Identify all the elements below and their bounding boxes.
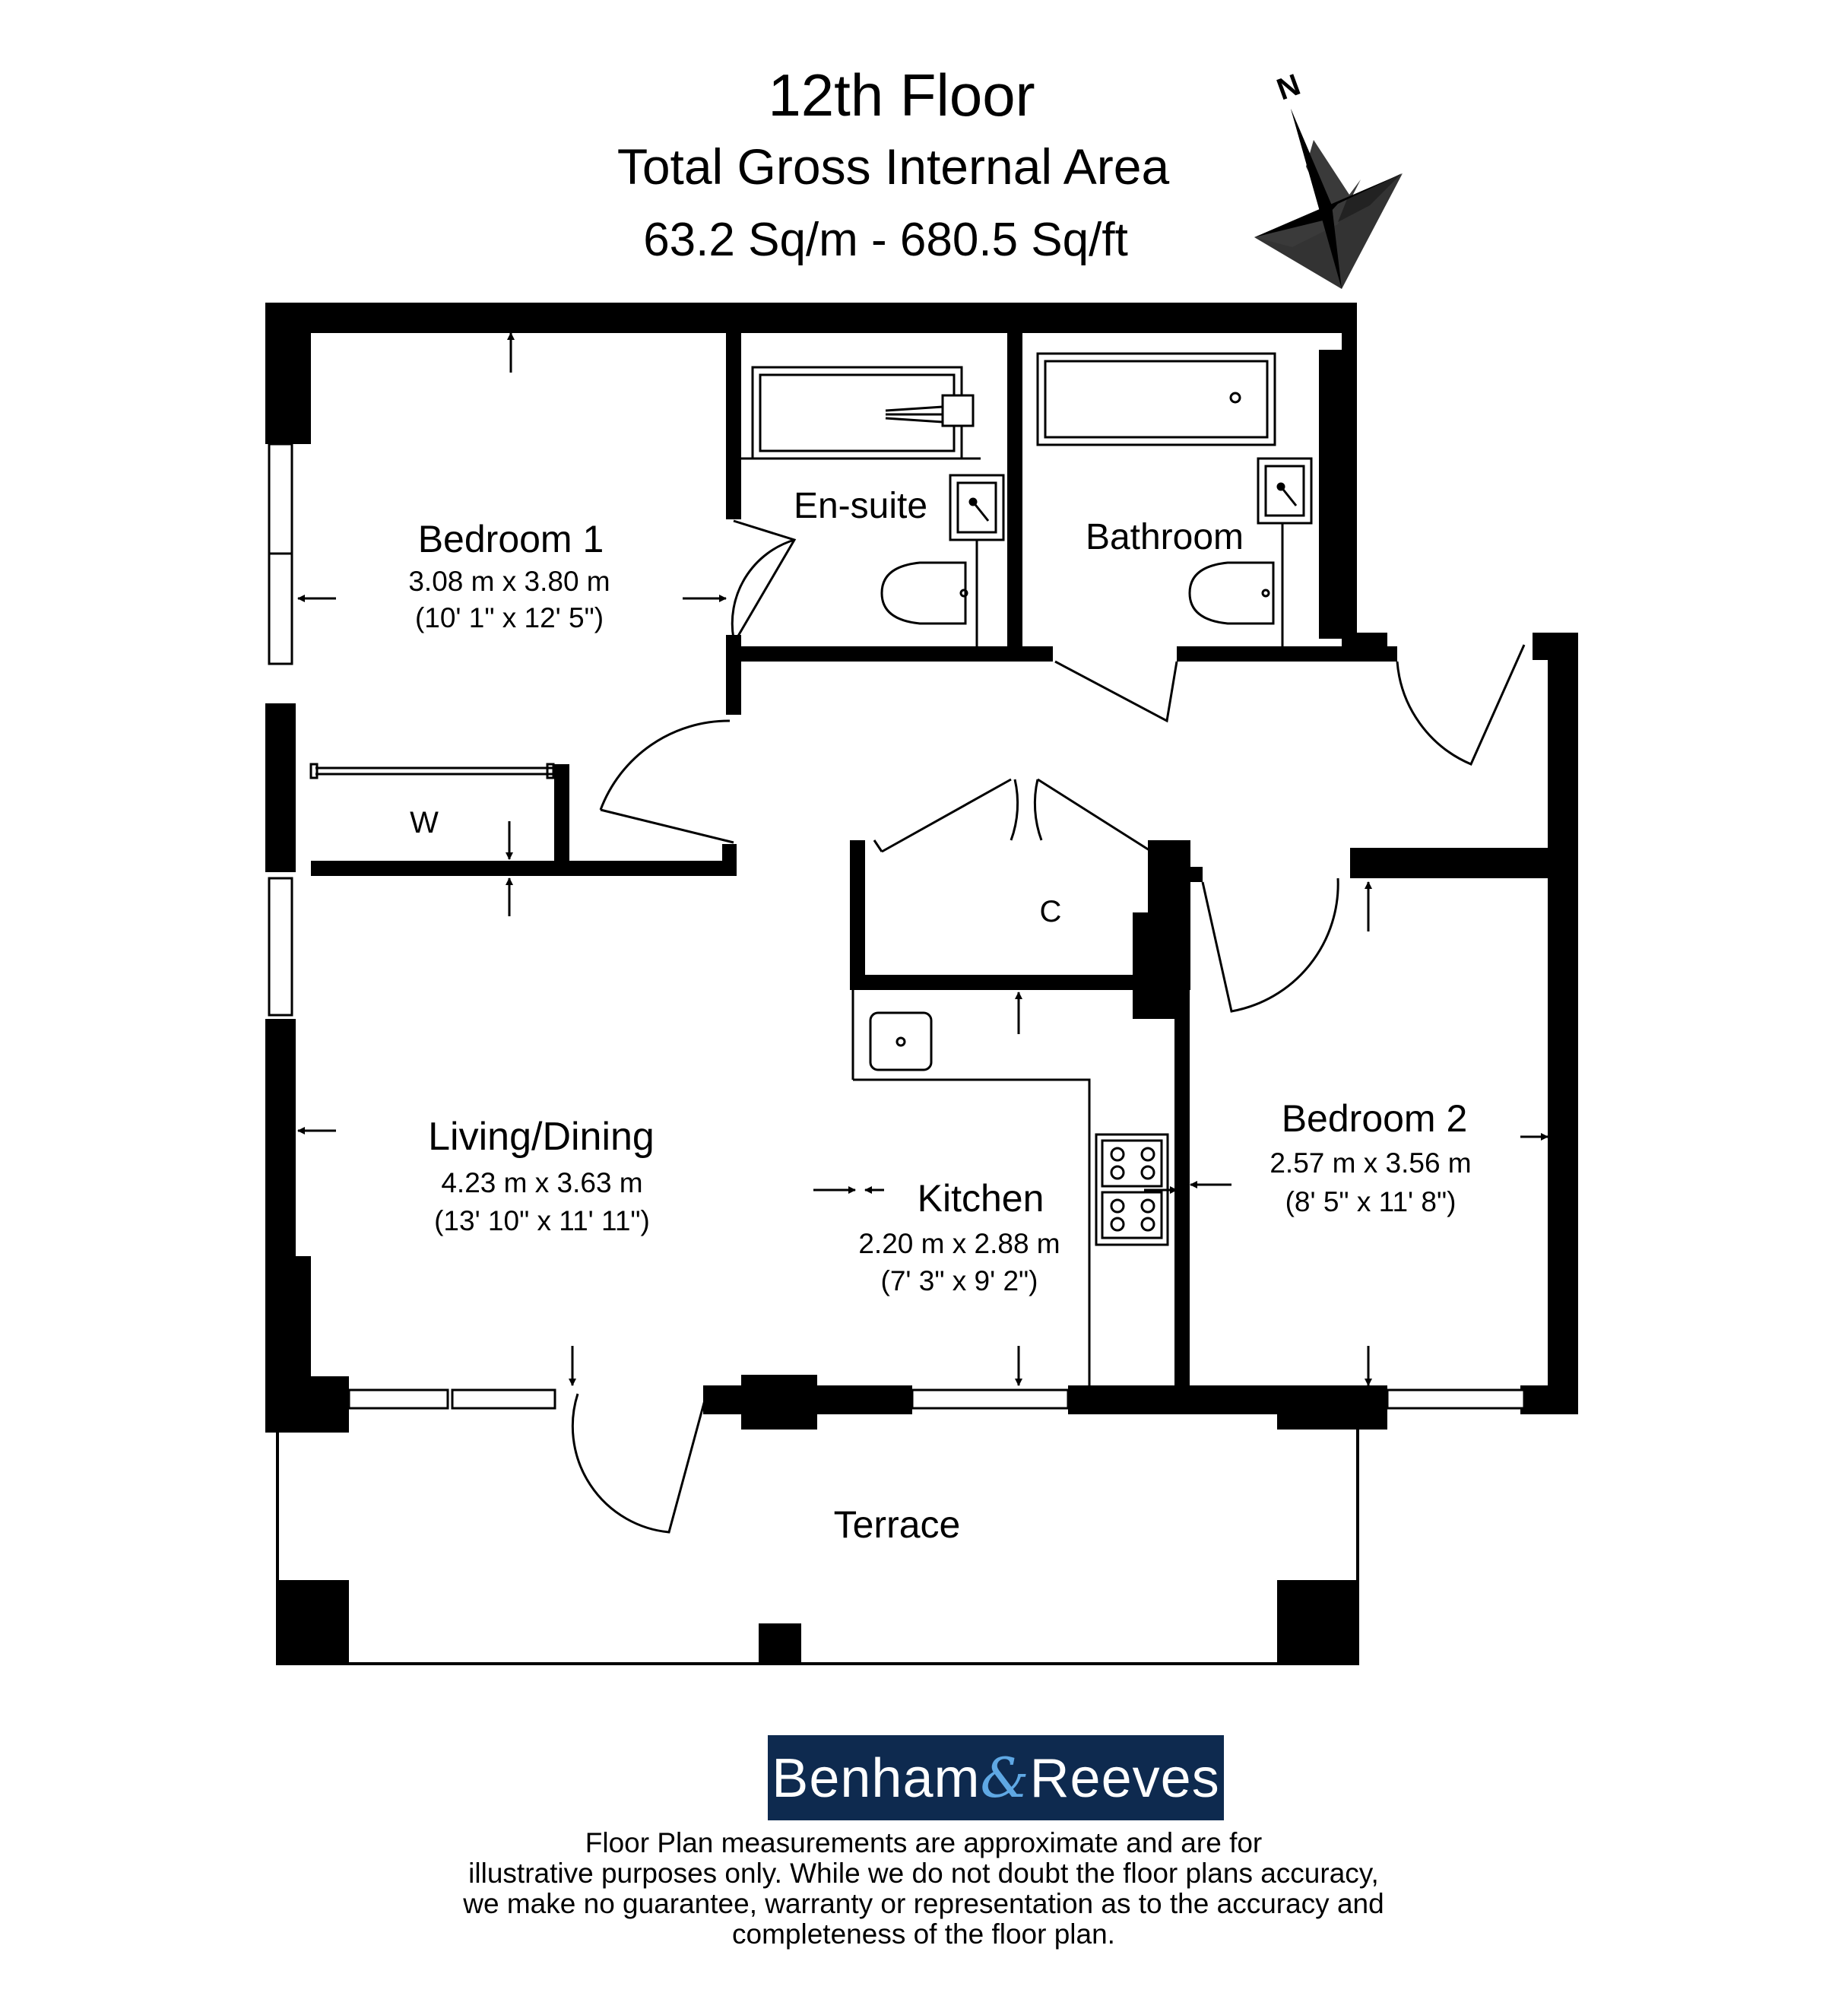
bedroom1-name: Bedroom 1: [417, 518, 604, 560]
bedroom2-imperial: (8' 5" x 11' 8"): [1285, 1186, 1457, 1217]
kitchen-imperial: (7' 3" x 9' 2"): [880, 1265, 1038, 1296]
brand-logo: [768, 1735, 1224, 1820]
cupboard-label: C: [1039, 895, 1062, 928]
disclaimer: [426, 1828, 1422, 1950]
disclaimer-line: illustrative purposes only. While we do not doubt the floor plans accuracy,: [468, 1858, 1379, 1889]
living-imperial: (13' 10" x 11' 11"): [434, 1205, 650, 1236]
wardrobe-doors: [311, 764, 553, 778]
terrace-name: Terrace: [833, 1503, 961, 1546]
bedroom2-metric: 2.57 m x 3.56 m: [1270, 1147, 1472, 1179]
logo-part2: Reeves: [1029, 1748, 1220, 1809]
living-name: Living/Dining: [428, 1115, 655, 1159]
logo-text: [772, 1746, 1219, 1810]
terrace-outline: [277, 1430, 1358, 1664]
kitchen-metric: 2.20 m x 2.88 m: [858, 1228, 1060, 1259]
bedroom1-imperial: (10' 1" x 12' 5"): [414, 602, 604, 633]
disclaimer-line: completeness of the floor plan.: [732, 1918, 1115, 1950]
disclaimer-line: Floor Plan measurements are approximate and are for: [585, 1827, 1263, 1858]
floor-title: 12th Floor: [768, 62, 1035, 129]
ensuite-name: En-suite: [793, 486, 928, 526]
kitchen-name: Kitchen: [917, 1177, 1044, 1220]
bedroom2-name: Bedroom 2: [1281, 1097, 1468, 1140]
area-value: 63.2 Sq/m - 680.5 Sq/ft: [643, 214, 1128, 266]
compass-rose-icon: [1254, 68, 1403, 289]
door-swings: [572, 521, 1524, 1532]
logo-ampersand: &: [980, 1746, 1030, 1810]
area-label: Total Gross Internal Area: [617, 138, 1170, 195]
living-metric: 4.23 m x 3.63 m: [441, 1167, 643, 1198]
north-label: N: [1273, 68, 1305, 107]
bathroom-fixtures: [1038, 354, 1311, 646]
bathroom-name: Bathroom: [1085, 517, 1244, 557]
disclaimer-line: we make no guarantee, warranty or representation as to the accuracy and: [463, 1888, 1384, 1919]
wardrobe-label: W: [410, 806, 439, 839]
logo-part1: Benham: [772, 1748, 981, 1809]
bedroom1-metric: 3.08 m x 3.80 m: [408, 566, 610, 597]
